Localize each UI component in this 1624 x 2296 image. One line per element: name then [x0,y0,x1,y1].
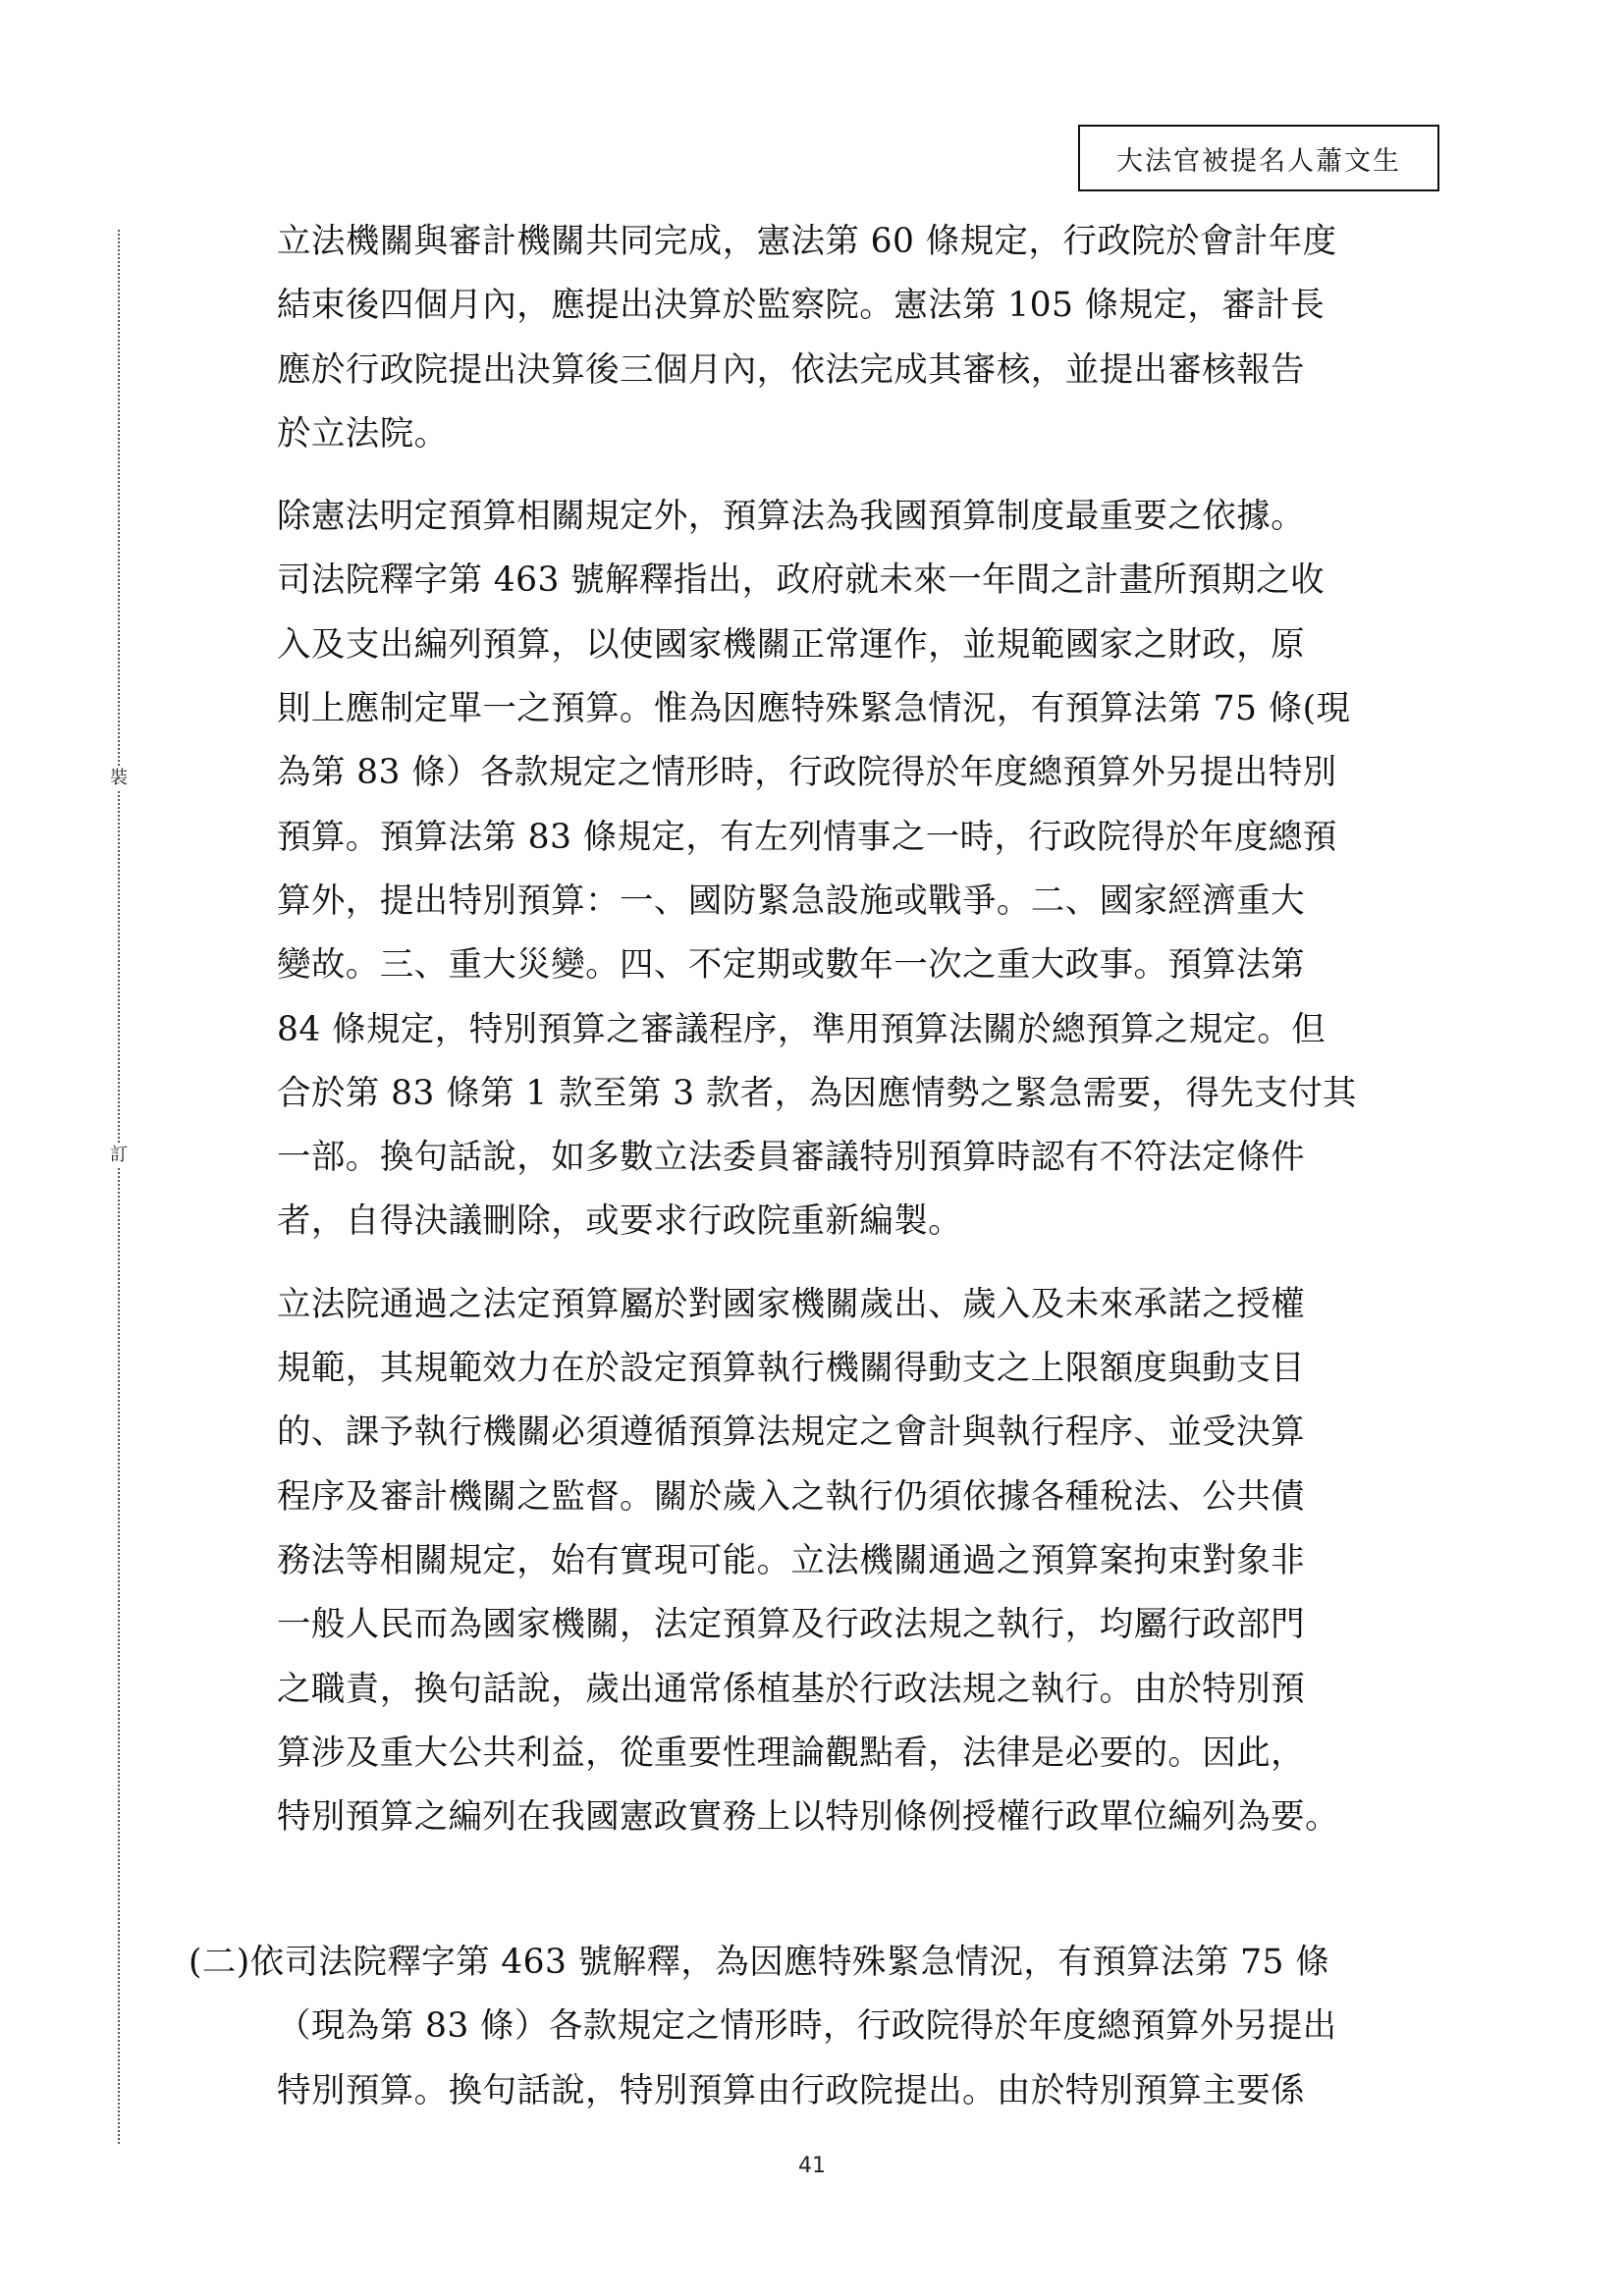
binding-dotted-line [118,230,120,2144]
text-line: 算外，提出特別預算：一、國防緊急設施或戰爭。二、國家經濟重大 [277,881,1305,921]
text-line: 入及支出編列預算，以使國家機關正常運作，並規範國家之財政，原 [277,624,1305,665]
nominee-header-box [1078,125,1439,191]
text-line: 除憲法明定預算相關規定外，預算法為我國預算制度最重要之依據。 [277,497,1305,537]
text-line: 程序及審計機關之監督。關於歲入之執行仍須依據各種稅法、公共債 [277,1476,1305,1517]
text-line: 84 條規定，特別預算之審議程序，準用預算法關於總預算之規定。但 [277,1009,1326,1049]
text-line: 應於行政院提出決算後三個月內，依法完成其審核，並提出審核報告 [277,349,1305,390]
item-two-line: 特別預算。換句話說，特別預算由行政院提出。由於特別預算主要係 [277,2070,1305,2110]
binding-mark-ding: 訂 [104,1145,134,1166]
document-body [277,210,1435,1849]
page-number: 41 [798,2154,826,2178]
text-line: 則上應制定單一之預算。惟為因應特殊緊急情況，有預算法第 75 條(現 [277,689,1351,729]
item-two-line: (二)依司法院釋字第 463 號解釋，為因應特殊緊急情況，有預算法第 75 條 [189,1943,1330,1982]
text-line: 立法院通過之法定預算屬於對國家機關歲出、歲入及未來承諾之授權 [277,1284,1305,1324]
text-line: 司法院釋字第 463 號解釋指出，政府就未來一年間之計畫所預期之收 [277,561,1325,601]
text-line: 規範，其規範效力在於設定預算執行機關得動支之上限額度與動支目 [277,1349,1305,1389]
paragraph-3 [277,1273,1435,1850]
text-line: 為第 83 條）各款規定之情形時，行政院得於年度總預算外另提出特別 [277,753,1337,793]
text-line: 合於第 83 條第 1 款至第 3 款者，為因應情勢之緊急需要，得先支付其 [277,1073,1357,1113]
text-line: 特別預算之編列在我國憲政實務上以特別條例授權行政單位編列為要。 [277,1797,1339,1838]
text-line: 之職責，換句話說，歲出通常係植基於行政法規之執行。由於特別預 [277,1669,1305,1709]
text-line: 變故。三、重大災變。四、不定期或數年一次之重大政事。預算法第 [277,945,1305,986]
paragraph-2 [277,485,1435,1255]
item-two-line: （現為第 83 條）各款規定之情形時，行政院得於年度總預算外另提出 [277,2006,1337,2047]
text-line: 於立法院。 [277,413,449,454]
text-line: 的、課予執行機關必須遵循預算法規定之會計與執行程序、並受決算 [277,1413,1305,1453]
binding-mark-zhuang: 裝 [104,768,134,789]
text-line: 立法機關與審計機關共同完成，憲法第 60 條規定，行政院於會計年度 [277,222,1337,261]
text-line: 算涉及重大公共利益，從重要性理論觀點看，法律是必要的。因此， [277,1733,1305,1773]
nominee-label: 大法官被提名人蕭文生 [1116,145,1401,177]
text-line: 務法等相關規定，始有實現可能。立法機關通過之預算案拘束對象非 [277,1540,1305,1580]
text-line: 一般人民而為國家機關，法定預算及行政法規之執行，均屬行政部門 [277,1605,1305,1645]
text-line: 結束後四個月內，應提出決算於監察院。憲法第 105 條規定，審計長 [277,286,1325,326]
text-line: 者，自得決議刪除，或要求行政院重新編製。 [277,1201,962,1242]
text-line: 預算。預算法第 83 條規定，有左列情事之一時，行政院得於年度總預 [277,817,1337,857]
paragraph-1 [277,210,1435,466]
text-line: 一部。換句話說，如多數立法委員審議特別預算時認有不符法定條件 [277,1138,1305,1178]
item-two [189,1931,1445,2123]
